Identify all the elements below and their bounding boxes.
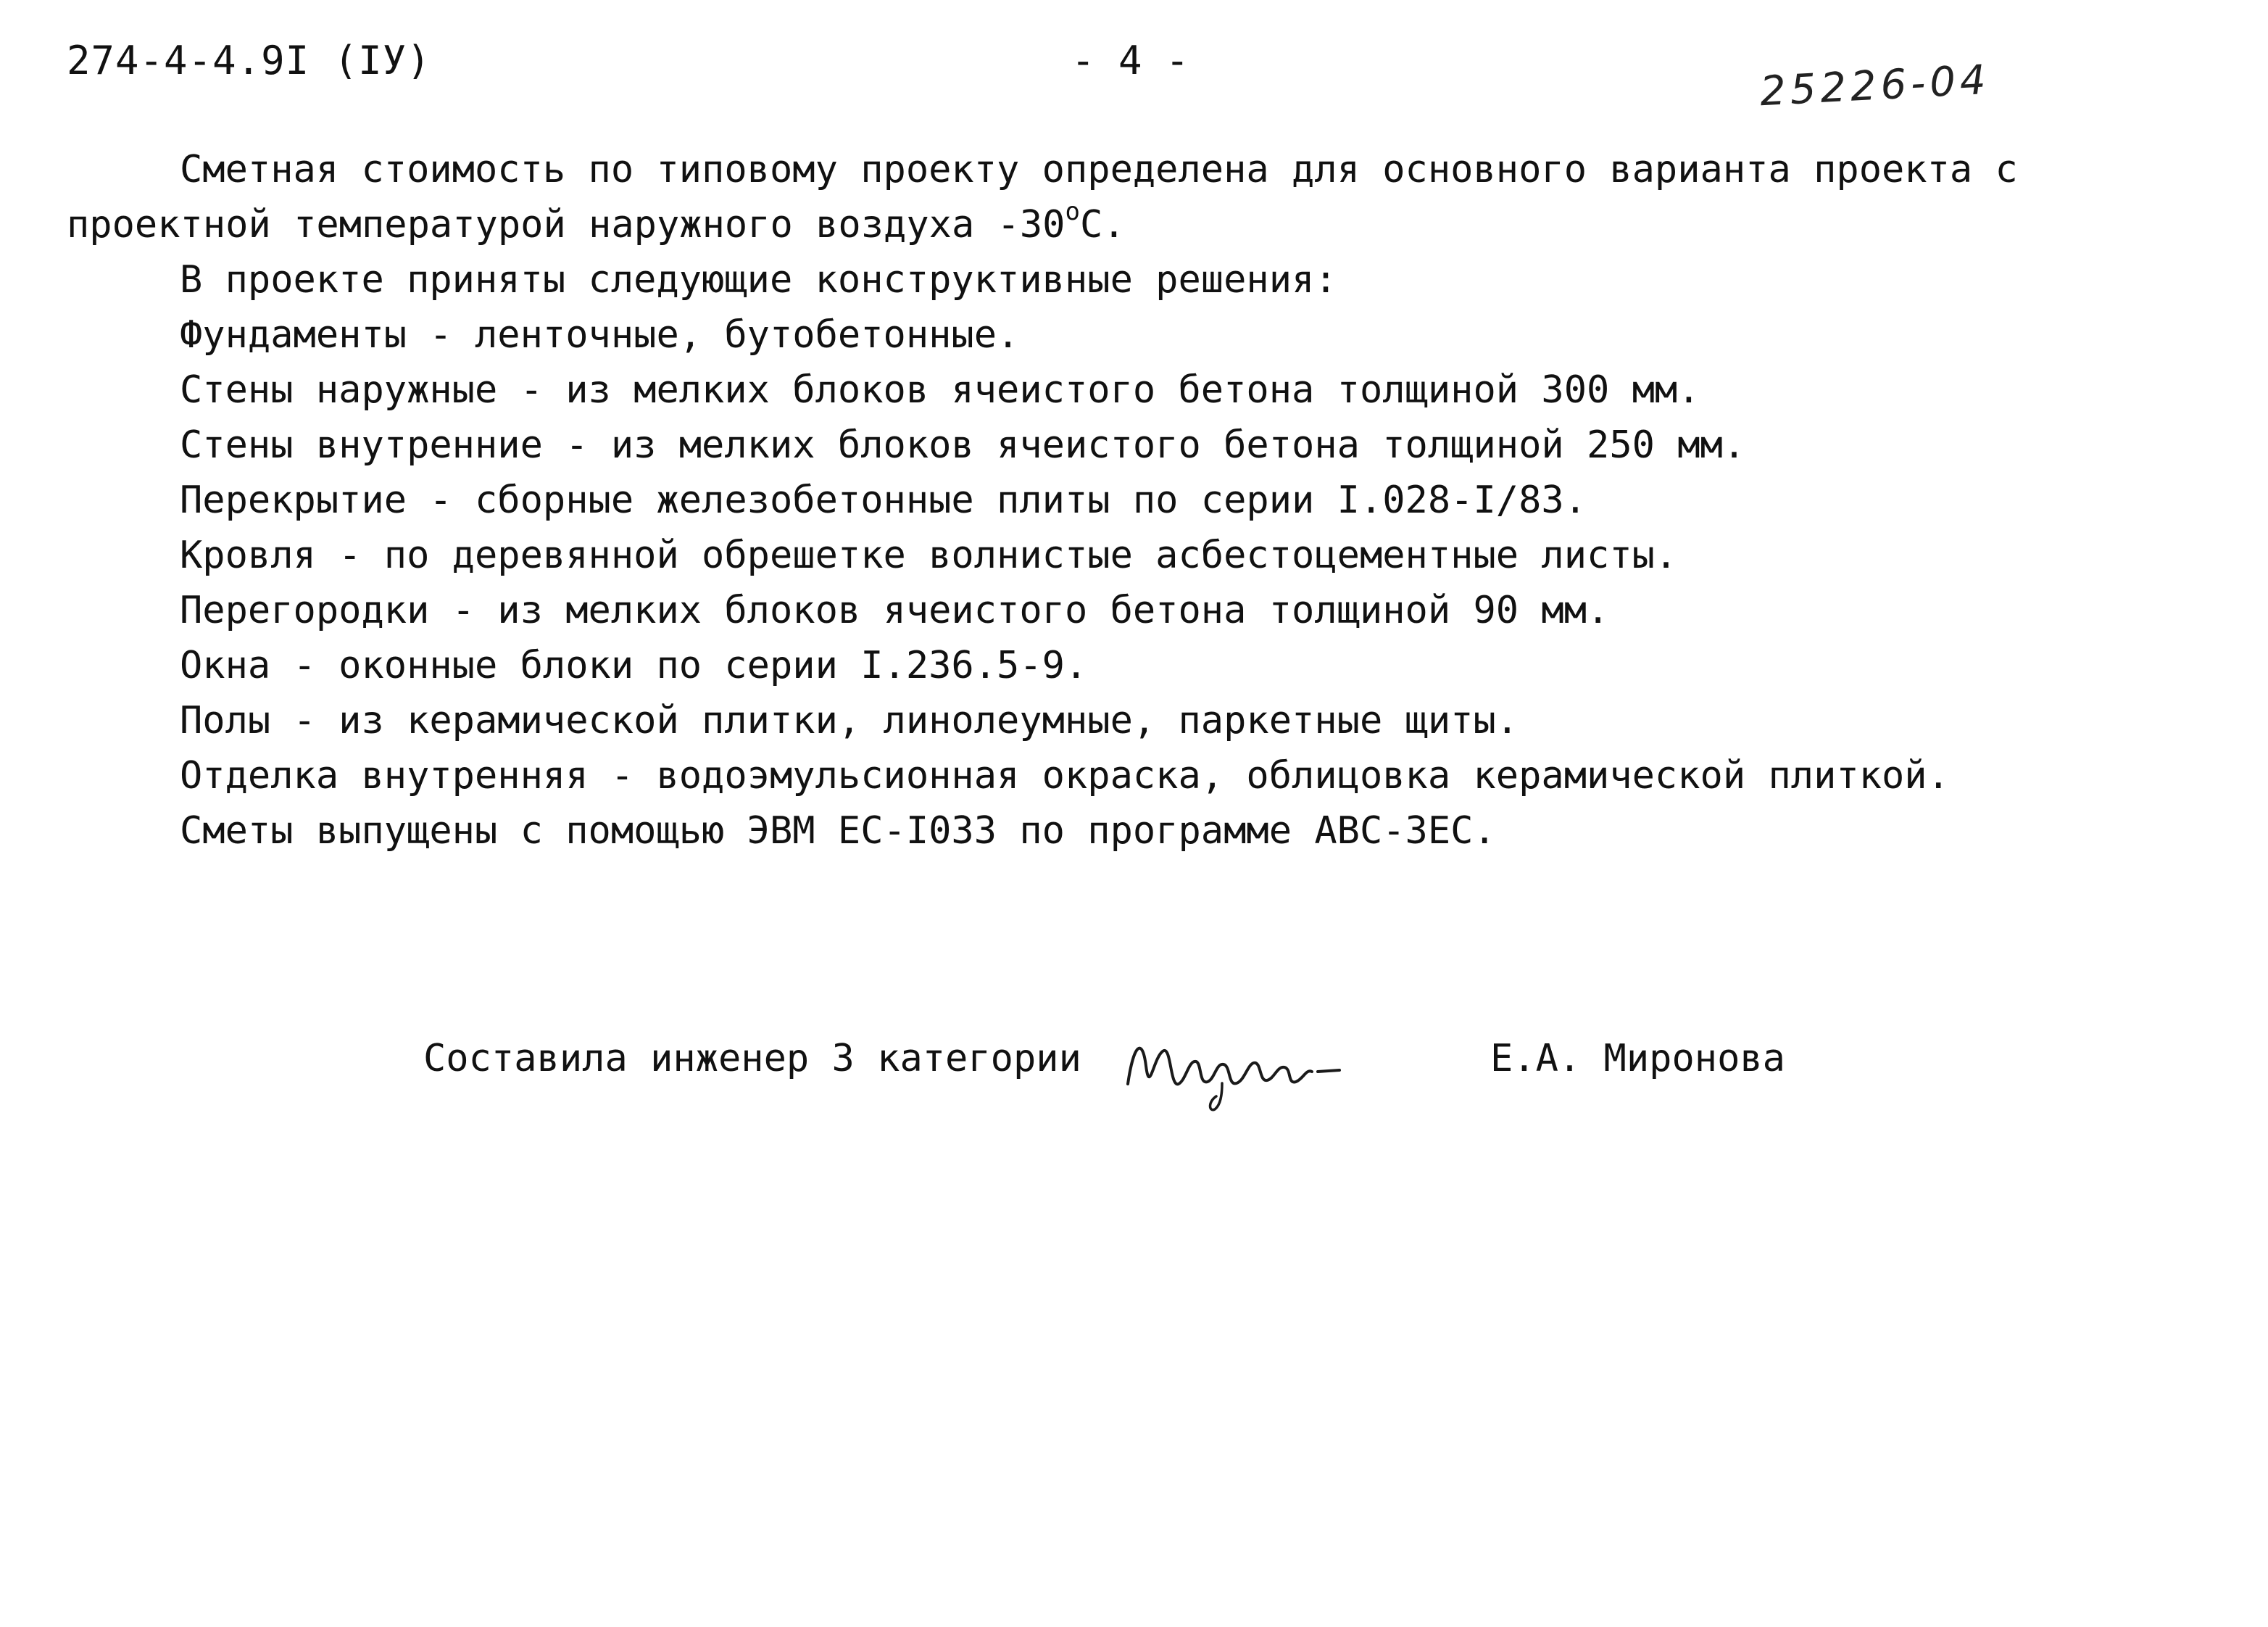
degree-mark: о: [1065, 197, 1080, 226]
body-line: Фундаменты - ленточные, бутобетонные.: [180, 313, 1020, 357]
intro-unit: С.: [1079, 203, 1126, 247]
body-line: Стены внутренние - из мелких блоков ячеистого бетона толщиной 250 мм.: [180, 423, 1746, 467]
signer-name: Е.А. Миронова: [1490, 1037, 1785, 1080]
body-line: В проекте приняты следующие конструктивные решения:: [180, 258, 1337, 302]
document-code: 274-4-4.9I (IУ): [67, 38, 431, 83]
handwritten-code: 25226-04: [1758, 56, 1992, 116]
body-line: Сметы выпущены с помощью ЭВМ ЕС-I033 по программе АВС-ЗЕС.: [180, 809, 1496, 853]
body-line: Кровля - по деревянной обрешетке волнистые асбестоцементные листы.: [180, 534, 1678, 577]
body-line: Отделка внутренняя - водоэмульсионная окраска, облицовка керамической плиткой.: [180, 754, 1950, 798]
body-line: Окна - оконные блоки по серии I.236.5-9.: [180, 644, 1088, 687]
body-line: Перекрытие - сборные железобетонные плиты по серии I.028-I/83.: [180, 479, 1587, 522]
intro-paragraph: [67, 142, 2212, 252]
body-line: Перегородки - из мелких блоков ячеистого бетона толщиной 90 мм.: [180, 589, 1610, 632]
compiled-by-label: Составила инженер 3 категории: [423, 1037, 1081, 1080]
page-number: - 4 -: [1071, 38, 1189, 83]
body-line: Полы - из керамической плитки, линолеумные, паркетные щиты.: [180, 699, 1519, 742]
intro-text: Сметная стоимость по типовому проекту определена для основного варианта проекта с проектной температурой наружного воздуха -30: [67, 148, 2018, 247]
handwritten-signature: [1113, 1015, 1353, 1124]
body-line: Стены наружные - из мелких блоков ячеистого бетона толщиной 300 мм.: [180, 368, 1700, 412]
document-body: [67, 142, 2212, 858]
